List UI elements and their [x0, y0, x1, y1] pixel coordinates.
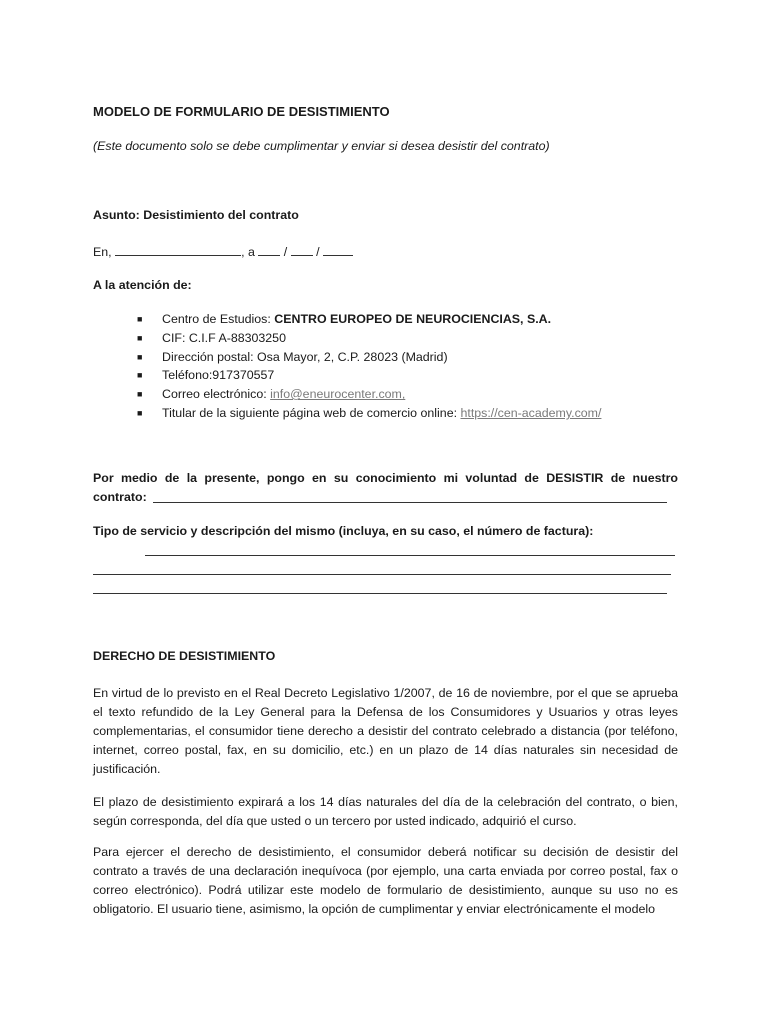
desist-statement-text: Por medio de la presente, pongo en su conocimiento mi voluntad de DESISTIR de nuestro contrato: [93, 471, 678, 504]
date-sep-1: / [283, 245, 288, 259]
subject-line: Asunto: Desistimiento del contrato [93, 208, 299, 222]
cif-text: CIF: C.I.F A-88303250 [162, 330, 286, 345]
web-prefix: Titular de la siguiente página web de comercio online: [162, 405, 461, 420]
list-item [93, 366, 678, 385]
date-prefix: En, [93, 245, 112, 259]
address-text: Dirección postal: Osa Mayor, 2, C.P. 28023 (Madrid) [162, 349, 448, 364]
contract-blank-line [153, 502, 667, 503]
email-link[interactable]: info@eneurocenter.com, [270, 387, 406, 402]
paragraph-3: Para ejercer el derecho de desistimiento, el consumidor deberá notificar su decisión de desistir del contrato a través de una declaración inequívoca (por ejemplo, una carta enviada por correo postal, fax o correo electrónico). Podrá utilizar este modelo de formulario de desistimiento, aunque su uso no es obligatorio. El usuario tiene, asimismo, la opción de cumplimentar y enviar electrónicamente el modelo [93, 845, 678, 916]
list-item [93, 310, 678, 329]
day-blank [258, 246, 280, 256]
paragraph-2: El plazo de desistimiento expirará a los 14 días naturales del día de la celebración del contrato, o bien, según corresponda, del día que usted o un tercero por usted indicado, adquirió el curso. [93, 795, 678, 828]
list-item [93, 404, 678, 423]
attention-heading: A la atención de: [93, 278, 192, 292]
service-blank-line-2 [93, 574, 671, 575]
centro-name: CENTRO EUROPEO DE NEUROCIENCIAS, S.A. [274, 312, 552, 326]
section-heading-derecho: DERECHO DE DESISTIMIENTO [93, 649, 276, 663]
bullet-icon: ■ [137, 407, 143, 418]
contact-list [93, 310, 678, 423]
list-item [93, 329, 678, 348]
form-subtitle: (Este documento solo se debe cumplimentar y enviar si desea desistir del contrato) [93, 139, 550, 153]
service-type-text: Tipo de servicio y descripción del mismo (incluya, en su caso, el número de factura): [93, 524, 594, 538]
list-item [93, 348, 678, 367]
date-comma-a: , a [241, 245, 255, 259]
bullet-icon: ■ [137, 389, 143, 400]
service-type-statement [93, 522, 678, 541]
centro-prefix: Centro de Estudios: [162, 312, 275, 326]
place-blank [115, 246, 241, 256]
bullet-icon: ■ [137, 351, 143, 362]
service-blank-line-1 [145, 555, 675, 556]
year-blank [323, 246, 353, 256]
list-item [93, 385, 678, 404]
email-prefix: Correo electrónico: [162, 387, 271, 402]
date-sep-2: / [316, 245, 320, 259]
paragraph-1: En virtud de lo previsto en el Real Decreto Legislativo 1/2007, de 16 de noviembre, por el que se aprueba el texto refundido de la Ley General para la Defensa de los Consumidores y Usuarios y otras leyes complementarias, el consumidor tiene derecho a desistir del contrato celebrado a distancia (por teléfono, internet, correo postal, fax, en su domicilio, etc.) en un plazo de 14 días naturales sin necesidad de justificación. [93, 686, 678, 776]
phone-text: Teléfono:917370557 [162, 368, 275, 383]
place-date-line [93, 245, 678, 259]
bullet-icon: ■ [137, 332, 143, 343]
bullet-icon: ■ [137, 314, 143, 324]
service-blank-line-3 [93, 593, 667, 594]
web-link[interactable]: https://cen-academy.com/ [460, 405, 602, 420]
bullet-icon: ■ [137, 370, 143, 381]
month-blank [291, 246, 313, 256]
form-title: MODELO DE FORMULARIO DE DESISTIMIENTO [93, 104, 390, 119]
